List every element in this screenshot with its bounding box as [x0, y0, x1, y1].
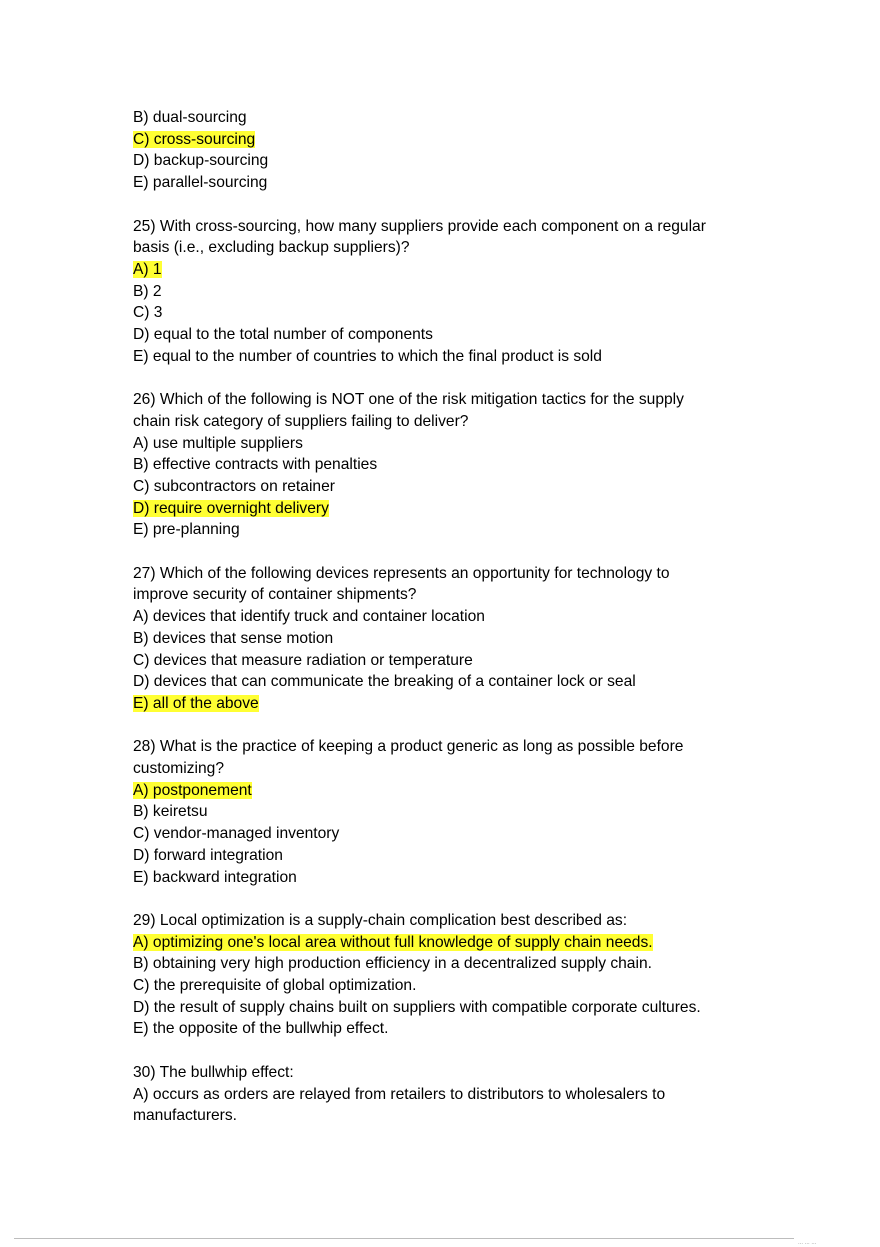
question-text: chain risk category of suppliers failing to deliver?	[133, 412, 469, 430]
option-text: D) equal to the total number of components	[133, 326, 433, 344]
option-line	[133, 476, 753, 498]
option-line	[133, 346, 753, 368]
option-line	[133, 302, 753, 324]
option-text: E) backward integration	[133, 868, 297, 886]
option-line	[133, 454, 753, 476]
option-line	[133, 281, 753, 303]
option-text-highlighted: A) 1	[133, 260, 162, 278]
option-text: B) keiretsu	[133, 803, 208, 821]
option-line	[133, 606, 753, 628]
option-line	[133, 845, 753, 867]
question-block-30	[133, 1062, 753, 1127]
option-text: A) devices that identify truck and container location	[133, 608, 485, 626]
option-text: A) occurs as orders are relayed from retailers to distributors to wholesalers to	[133, 1085, 666, 1103]
option-text: D) backup-sourcing	[133, 152, 269, 170]
question-text: 27) Which of the following devices represents an opportunity for technology to	[133, 564, 670, 582]
option-text-highlighted: E) all of the above	[133, 694, 259, 712]
question-text: 25) With cross-sourcing, how many suppliers provide each component on a regular	[133, 217, 706, 235]
option-text: A) use multiple suppliers	[133, 434, 303, 452]
question-text: customizing?	[133, 760, 225, 778]
question-block-26	[133, 389, 753, 541]
question-block-27	[133, 563, 753, 715]
question-text: 30) The bullwhip effect:	[133, 1063, 294, 1081]
spacer	[133, 367, 753, 389]
spacer	[133, 541, 753, 563]
page-content	[133, 107, 753, 1127]
option-line	[133, 107, 753, 129]
option-line	[133, 780, 753, 802]
option-line	[133, 172, 753, 194]
question-text: 29) Local optimization is a supply-chain complication best described as:	[133, 911, 628, 929]
question-block-28	[133, 736, 753, 888]
option-text: D) the result of supply chains built on suppliers with compatible corporate cultures.	[133, 998, 701, 1016]
option-text: B) effective contracts with penalties	[133, 456, 378, 474]
option-text: B) devices that sense motion	[133, 629, 334, 647]
spacer	[133, 715, 753, 737]
option-line	[133, 1084, 753, 1106]
option-text-highlighted: C) cross-sourcing	[133, 130, 256, 148]
footer-text: ... ... ...	[798, 1240, 817, 1246]
option-line	[133, 129, 753, 151]
option-text: B) obtaining very high production efficiency in a decentralized supply chain.	[133, 955, 652, 973]
option-line	[133, 932, 753, 954]
option-text: D) forward integration	[133, 846, 283, 864]
option-text: manufacturers.	[133, 1107, 238, 1125]
option-text: C) subcontractors on retainer	[133, 477, 335, 495]
option-line	[133, 693, 753, 715]
option-text-highlighted: A) optimizing one's local area without full knowledge of supply chain needs.	[133, 933, 653, 951]
option-line	[133, 997, 753, 1019]
option-text-highlighted: D) require overnight delivery	[133, 499, 329, 517]
option-text: C) 3	[133, 304, 163, 322]
option-text: B) dual-sourcing	[133, 109, 247, 126]
option-line	[133, 801, 753, 823]
option-text: C) vendor-managed inventory	[133, 825, 340, 843]
option-text: C) the prerequisite of global optimization.	[133, 977, 417, 995]
option-text: E) pre-planning	[133, 521, 240, 539]
option-line	[133, 975, 753, 997]
option-text: B) 2	[133, 282, 162, 300]
option-text: E) parallel-sourcing	[133, 174, 268, 192]
spacer	[133, 888, 753, 910]
option-text-highlighted: A) postponement	[133, 781, 252, 799]
option-text: E) the opposite of the bullwhip effect.	[133, 1020, 389, 1038]
option-line	[133, 1018, 753, 1040]
option-line	[133, 650, 753, 672]
option-text: D) devices that can communicate the breaking of a container lock or seal	[133, 673, 636, 691]
spacer	[133, 1040, 753, 1062]
option-line	[133, 671, 753, 693]
question-block-25	[133, 216, 753, 368]
footer-rule	[14, 1238, 794, 1239]
option-line	[133, 867, 753, 889]
option-line	[133, 259, 753, 281]
option-line	[133, 628, 753, 650]
option-line	[133, 498, 753, 520]
question-text: 26) Which of the following is NOT one of the risk mitigation tactics for the supply	[133, 391, 684, 409]
option-line	[133, 433, 753, 455]
option-line	[133, 324, 753, 346]
option-line	[133, 519, 753, 541]
spacer	[133, 194, 753, 216]
option-line	[133, 953, 753, 975]
question-text: improve security of container shipments?	[133, 586, 417, 604]
question-text: 28) What is the practice of keeping a product generic as long as possible before	[133, 738, 684, 756]
option-line	[133, 823, 753, 845]
option-text: E) equal to the number of countries to which the final product is sold	[133, 347, 602, 365]
option-line	[133, 1105, 753, 1127]
lead-options	[133, 107, 753, 194]
question-text: basis (i.e., excluding backup suppliers)?	[133, 239, 410, 257]
option-text: C) devices that measure radiation or temperature	[133, 651, 473, 669]
option-line	[133, 150, 753, 172]
question-block-29	[133, 910, 753, 1040]
